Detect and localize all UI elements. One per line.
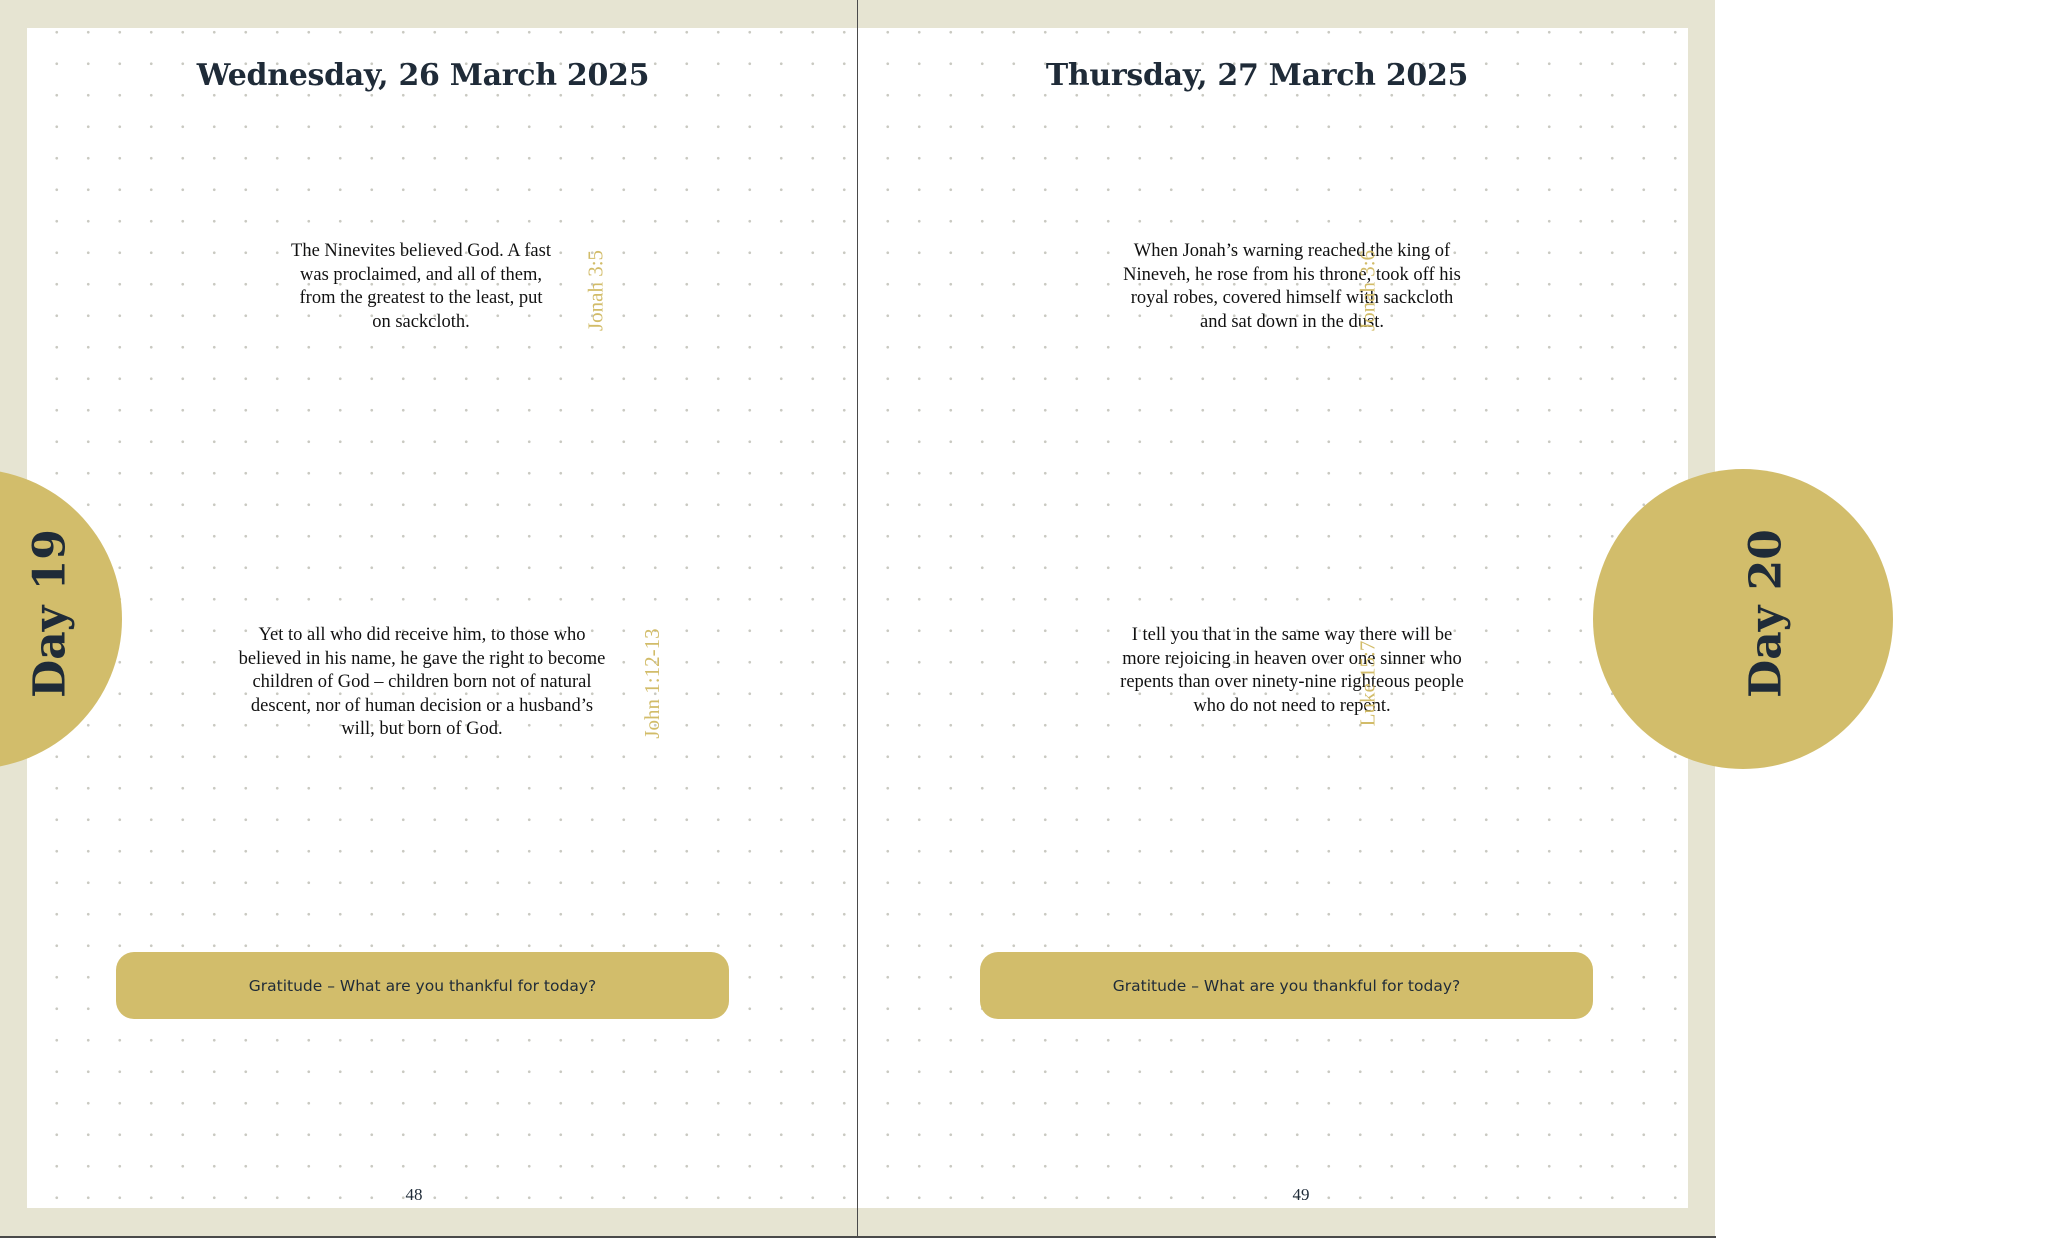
left-page — [0, 0, 857, 1236]
verse-text: The Ninevites believed God. A fast was proclaimed, and all of them, from the greatest to the least, put on sackcloth. — [291, 241, 551, 332]
page-date-title: Wednesday, 26 March 2025 — [196, 58, 650, 93]
verse-reference: John 1:12-13 — [640, 628, 664, 739]
dot-grid-paper — [24, 28, 857, 1208]
verse-text: Yet to all who did receive him, to those who believed in his name, he gave the right to become children of God – children born not of natural descent, nor of human decision or a husband’s will, but born of God. — [238, 625, 606, 739]
dot-grid-paper — [858, 28, 1688, 1208]
gratitude-prompt: Gratitude – What are you thankful for today? — [116, 952, 729, 1019]
gratitude-prompt: Gratitude – What are you thankful for today? — [980, 952, 1593, 1019]
page-date-title: Thursday, 27 March 2025 — [1045, 58, 1469, 93]
verse-reference: Jonah 3:6 — [1355, 249, 1380, 332]
verse-reference: Jonah 3:5 — [583, 249, 608, 332]
day-label: Day 20 — [1740, 529, 1792, 698]
verse-text: When Jonah’s warning reached the king of Nineveh, he rose from his throne, took off his royal robes, covered himself with sackcloth and sat down in the dust. — [1123, 241, 1461, 332]
page-number: 48 — [405, 1185, 423, 1204]
verse-text: I tell you that in the same way there will be more rejoicing in heaven over one sinner who repents than over ninety-nine righteous people who do not need to repent. — [1120, 625, 1464, 716]
verse-reference: Luke 15:7 — [1355, 640, 1380, 727]
day-label: Day 19 — [24, 529, 76, 698]
page-number: 49 — [1292, 1185, 1310, 1204]
right-page — [858, 0, 1792, 1236]
